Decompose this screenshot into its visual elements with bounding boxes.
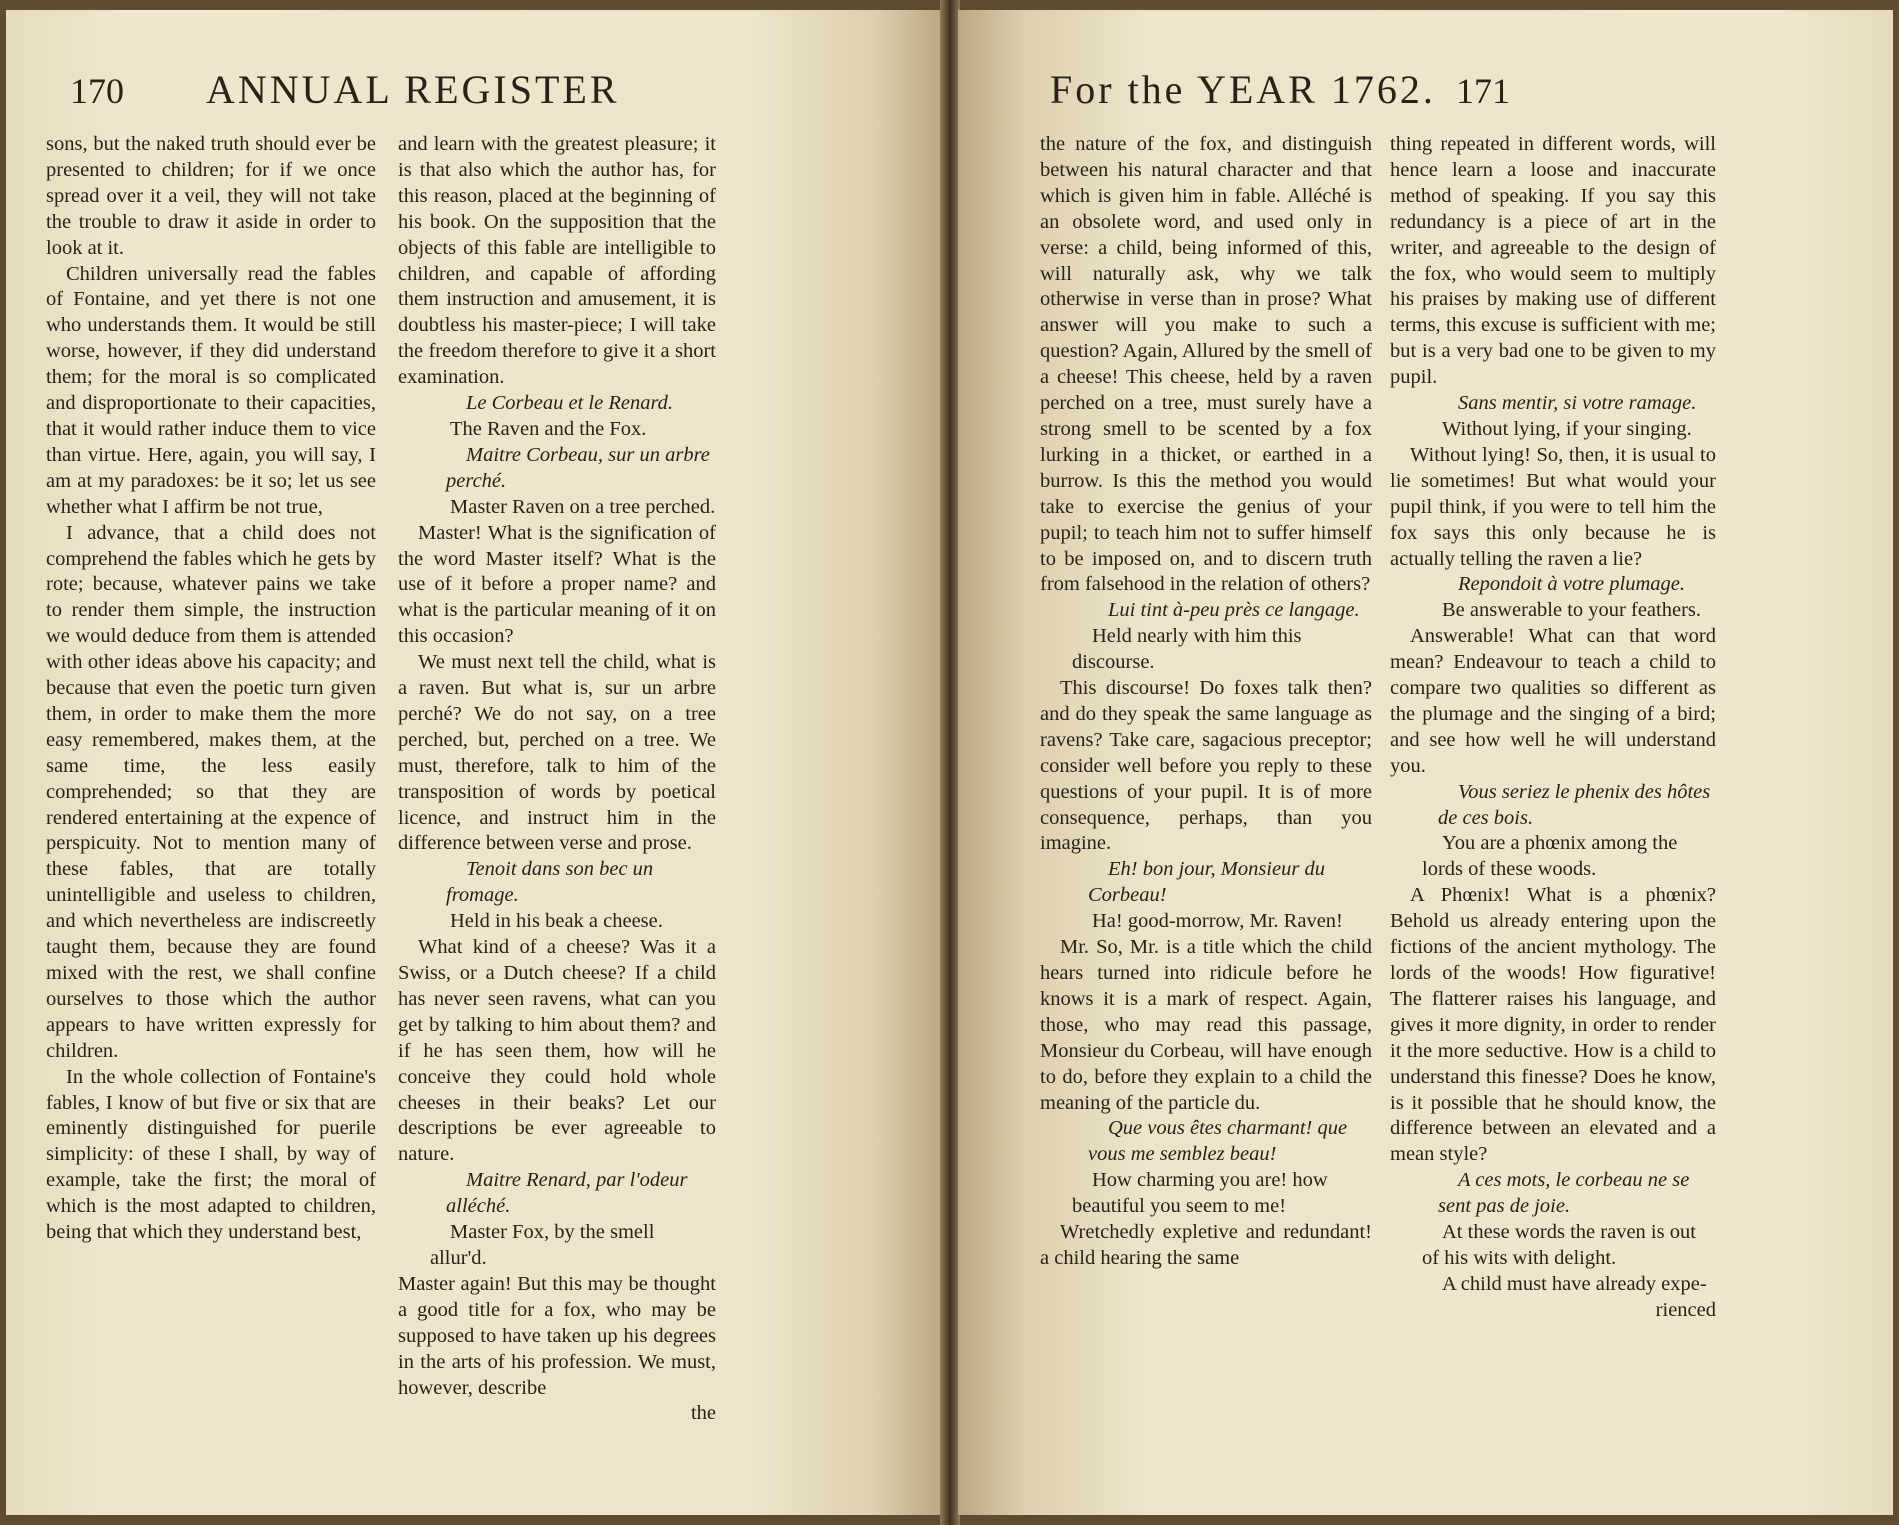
left-page-column-2 [398,132,716,1427]
right-page-column-2 [1390,132,1716,1324]
book-gutter [940,0,960,1525]
verse-line: You are a phœnix among the lords of these woods. [1422,832,1678,881]
verse-line: Lui tint à-peu près ce langage. [1108,599,1360,622]
verse-line: Le Corbeau et le Renard. [466,392,674,415]
verse-line: Maitre Renard, par l'odeur alléché. [446,1169,688,1218]
right-page-column-1 [1040,132,1372,1272]
paragraph: This discourse! Do foxes talk then? and do they speak the same language as ravens? Take care, sagacious preceptor; consider well before you reply to these questions of your pupil. It is of more consequence, perhaps, than you imagine. [1040,677,1372,855]
left-page-column-1 [46,132,376,1246]
running-head-right: For the YEAR 1762. [1050,67,1436,112]
paragraph: thing repeated in different words, will hence learn a loose and inaccurate method of speaking. If you say this redundancy is a piece of art in the writer, and agreeable to the design of the fox, who would seem to multiply his praises by making use of different terms, this excuse is sufficient with me; but is a very bad one to be given to my pupil. [1390,133,1716,389]
verse-line: Ha! good-morrow, Mr. Raven! [1092,910,1343,933]
verse-line: Be answerable to your feathers. [1442,599,1701,622]
paragraph: Children universally read the fables of Fontaine, and yet there is not one who understands them. It would be still worse, however, if they did understand them; for the moral is so complicated and disproportionate to their capacities, that it would rather induce them to vice than virtue. Here, again, you will say, I am at my paradoxes: be it so; let us see whether what I affirm be not true, [46,262,376,518]
verse-line: Held nearly with him this discourse. [1072,625,1302,674]
catchword: rienced [1655,1298,1716,1321]
verse-line: Eh! bon jour, Monsieur du Corbeau! [1088,858,1325,907]
verse-line: Without lying, if your singing. [1442,417,1692,440]
verse-line: Que vous êtes charmant! que vous me semblez beau! [1088,1117,1348,1166]
paragraph: What kind of a cheese? Was it a Swiss, or a Dutch cheese? If a child has never seen ravens, what can you get by talking to him about them? and if he has seen them, how will he conceive they could hold whole cheeses in their beaks? Let our descriptions be ever agreeable to nature. [398,936,716,1166]
paragraph: and learn with the greatest pleasure; it is that also which the author has, for this reason, placed at the beginning of his book. On the supposition that the objects of this fable are intelligible to children, and capable of affording them instruction and amusement, it is doubtless his master-piece; I will take the freedom therefore to give it a short examination. [398,133,716,389]
verse-line: A ces mots, le corbeau ne se sent pas de joie. [1438,1169,1690,1218]
verse-line: At these words the raven is out of his wits with delight. [1422,1221,1696,1269]
verse-line: Master Raven on a tree perched. [450,495,716,518]
paragraph: Master again! But this may be thought a good title for a fox, who may be supposed to have taken up his degrees in the arts of his profession. We must, however, describe [398,1272,716,1399]
paragraph: Master! What is the signification of the word Master itself? What is the use of it before a proper name? and what is the particular meaning of it on this occasion? [398,521,716,648]
verse-line: A child must have already expe- [1442,1272,1707,1295]
paragraph: sons, but the naked truth should ever be presented to children; for if we once spread over it a veil, they will not take the trouble to draw it aside in order to look at it. [46,133,376,259]
paragraph: In the whole collection of Fontaine's fables, I know of but five or six that are eminently distinguished for puerile simplicity: of these I shall, by way of example, take the first; the moral of which is the most adapted to children, being that which they understand best, [46,1065,376,1244]
page-number-left: 170 [70,71,124,111]
verse-line: Master Fox, by the smell allur'd. [430,1221,655,1269]
paragraph: A Phœnix! What is a phœnix? Behold us already entering upon the fictions of the ancient mythology. The lords of the woods! How figurative! The flatterer raises his language, and gives it more dignity, in order to render it the more seductive. How is a child to understand this finesse? Does he know, is it possible that he should know, the difference between an elevated and a mean style? [1390,884,1716,1166]
paragraph: Wretchedly expletive and redundant! a child hearing the same [1040,1221,1372,1269]
verse-line: Sans mentir, si votre ramage. [1458,392,1697,415]
paragraph: We must next tell the child, what is a raven. But what is, sur un arbre perché? We do not say, on a tree perched, but, perched on a tree. We must, therefore, talk to him of the transposition of words by poetical licence, and instruct him in the difference between verse and prose. [398,651,716,855]
paragraph: I advance, that a child does not comprehend the fables which he gets by rote; because, whatever pains we take to render them simple, the instruction we would deduce from them is attended with other ideas above his capacity; and because that even the poetic turn given them, in order to make them the more easy remembered, makes them, at the same time, the less easily comprehended; so that they are rendered entertaining at the expence of perspicuity. Not to mention many of these fables, that are totally unintelligible and useless to children, and which nevertheless are indiscreetly taught them, because they are found mixed with the rest, we shall confine ourselves to those which the author appears to have written expressly for children. [46,521,376,1062]
paragraph: Answerable! What can that word mean? Endeavour to teach a child to compare two qualities so different as the plumage and the singing of a bird; and see how well he will understand you. [1390,625,1716,777]
paragraph: the nature of the fox, and distinguish between his natural character and that which is given him in fable. Alléché is an obsolete word, and used only in verse: a child, being informed of this, will naturally ask, why we talk otherwise in verse than in prose? What answer will you make to such a question? Again, Allured by the smell of a cheese! This cheese, held by a raven perched on a tree, must surely have a strong smell to be scented by a fox lurking in a thicket, or earthed in a burrow. Is this the method you would take to exercise the genius of your pupil; to teach him not to suffer himself to be imposed on, and to discern truth from falsehood in the relation of others? [1040,133,1372,596]
left-page [6,10,942,1515]
paragraph: Without lying! So, then, it is usual to lie sometimes! But what would your pupil think, if you were to tell him the fox says this only because he is actually telling the raven a lie? [1390,443,1716,570]
verse-line: Vous seriez le phenix des hôtes de ces bois. [1438,780,1711,829]
verse-line: Maitre Corbeau, sur un arbre perché. [446,443,710,492]
running-head-left: ANNUAL REGISTER [206,67,620,112]
verse-line: Repondoit à votre plumage. [1458,573,1685,596]
paragraph: Mr. So, Mr. is a title which the child hears turned into ridicule before he knows it is a mark of respect. Again, those, who may read this passage, Monsieur du Corbeau, will have enough to do, before they explain to a child the meaning of the particle du. [1040,936,1372,1114]
verse-line: Held in his beak a cheese. [450,910,663,933]
page-number-right: 171 [1456,71,1510,111]
verse-line: The Raven and the Fox. [450,417,647,440]
verse-line: How charming you are! how beautiful you seem to me! [1072,1169,1328,1218]
catchword: the [690,1402,716,1425]
right-page [958,10,1893,1515]
verse-line: Tenoit dans son bec un fromage. [446,858,654,907]
